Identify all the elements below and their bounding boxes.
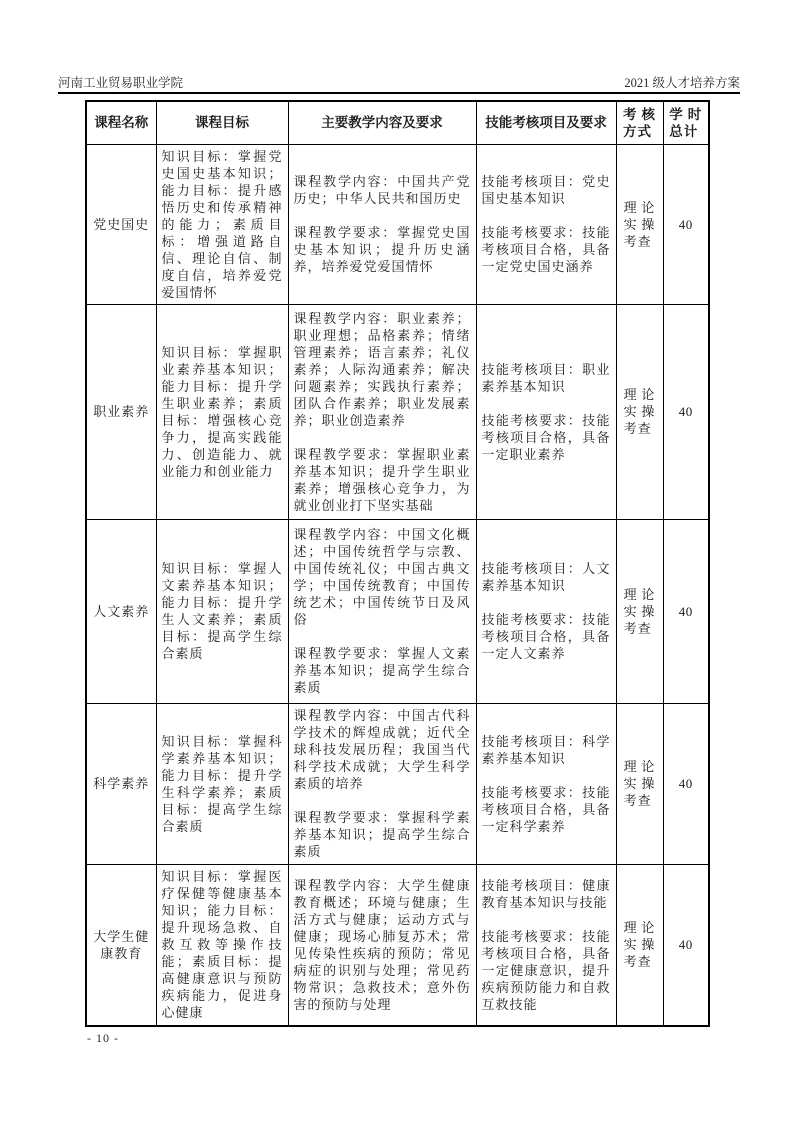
assessment-method-cell (616, 144, 663, 304)
course-objectives-cell (156, 864, 288, 1026)
course-objectives-cell (156, 703, 288, 864)
assessment-method-cell (616, 703, 663, 864)
assessment-method-text: 理论实操考查 (623, 199, 656, 249)
assessment-method-cell (616, 519, 663, 703)
total-hours-cell: 40 (663, 864, 709, 1026)
col-header-hours (663, 101, 709, 144)
assessment-method-cell (616, 304, 663, 519)
assessment-cell (476, 304, 616, 519)
table-row (86, 519, 709, 703)
assessment-paragraph: 技能考核项目：职业素养基本知识 (481, 361, 611, 394)
course-name-cell: 党史国史 (86, 144, 156, 304)
col-header-assessment: 技能考核项目及要求 (476, 101, 616, 144)
objectives-text: 知识目标：掌握科学素养基本知识；能力目标：提升学生科学素养；素质目标：提高学生综合素质 (161, 733, 283, 834)
assessment-cell (476, 519, 616, 703)
col-header-hours-label: 学时总计 (669, 106, 703, 139)
table-row (86, 703, 709, 864)
course-name-cell: 大学生健康教育 (86, 864, 156, 1026)
content-paragraph: 课程教学内容：职业素养；职业理想；品格素养；情绪管理素养；语言素养；礼仪素养；人际沟通素养；解决问题素养；实践执行素养；团队合作素养；职业发展素养；职业创造素养 (293, 310, 471, 428)
col-header-method (616, 101, 663, 144)
curriculum-table (85, 100, 710, 1027)
objectives-text: 知识目标：掌握人文素养基本知识；能力目标：提升学生人文素养；素质目标：提高学生综合素质 (161, 561, 283, 661)
assessment-method-text: 理论实操考查 (623, 920, 656, 970)
content-paragraph: 课程教学内容：大学生健康教育概述；环境与健康；生活方式与健康；运动方式与健康；现场心肺复苏术；常见传染性疾病的预防；常见病症的识别与处理；常见药物常识；急救技术；意外伤害的预防与处理 (293, 877, 471, 1012)
total-hours-cell: 40 (663, 519, 709, 703)
table-row (86, 864, 709, 1026)
assessment-paragraph: 技能考核项目：健康教育基本知识与技能 (481, 877, 611, 910)
course-objectives-cell (156, 519, 288, 703)
assessment-paragraph: 技能考核项目：党史国史基本知识 (481, 174, 611, 206)
col-header-method-label: 考核方式 (622, 106, 657, 139)
objectives-text: 知识目标：掌握党史国史基本知识；能力目标：提升感悟历史和传承精神的能力；素质目标：增强道路自信、理论自信、制度自信，培养爱党爱国情怀 (161, 148, 283, 300)
teaching-content-cell (288, 703, 476, 864)
assessment-paragraph: 技能考核要求：技能考核项目合格，具备一定职业素养 (481, 412, 611, 462)
objectives-text: 知识目标：掌握职业素养基本知识；能力目标：提升学生职业素养；素质目标：增强核心竞争力，提高实践能力、创造能力、就业能力和创业能力 (161, 344, 283, 479)
school-name: 河南工业贸易职业学院 (58, 76, 184, 90)
assessment-method-text: 理论实操考查 (623, 586, 656, 636)
assessment-cell (476, 703, 616, 864)
course-name-cell: 科学素养 (86, 703, 156, 864)
doc-header (58, 75, 740, 91)
assessment-paragraph: 技能考核项目：人文素养基本知识 (481, 561, 611, 593)
table-header-row (86, 101, 709, 144)
teaching-content-cell (288, 519, 476, 703)
program-title: 2021 级人才培养方案 (624, 76, 740, 90)
col-header-course-name: 课程名称 (86, 101, 156, 144)
col-header-objectives: 课程目标 (156, 101, 288, 144)
assessment-paragraph: 技能考核要求：技能考核项目合格，具备一定党史国史涵养 (481, 225, 611, 274)
col-header-teaching-content: 主要教学内容及要求 (288, 101, 476, 144)
assessment-method-text: 理论实操考查 (623, 759, 656, 808)
page-number: - 10 - (87, 1031, 119, 1045)
assessment-paragraph: 技能考核要求：技能考核项目合格，具备一定人文素养 (481, 612, 611, 661)
total-hours-cell: 40 (663, 703, 709, 864)
assessment-paragraph: 技能考核要求：技能考核项目合格，具备一定健康意识，提升疾病预防能力和自救互救技能 (481, 928, 611, 1012)
assessment-cell (476, 144, 616, 304)
teaching-content-cell (288, 864, 476, 1026)
table-row (86, 144, 709, 304)
assessment-method-cell (616, 864, 663, 1026)
total-hours-cell: 40 (663, 304, 709, 519)
teaching-content-cell (288, 304, 476, 519)
content-paragraph: 课程教学要求：掌握职业素养基本知识；提升学生职业素养；增强核心竞争力，为就业创业打下坚实基础 (293, 446, 471, 513)
content-paragraph: 课程教学内容：中国文化概述；中国传统哲学与宗教、中国传统礼仪；中国古典文学；中国传统教育；中国传统艺术；中国传统节日及风俗 (293, 527, 471, 627)
course-objectives-cell (156, 304, 288, 519)
content-paragraph: 课程教学要求：掌握党史国史基本知识；提升历史涵养，培养爱党爱国情怀 (293, 225, 471, 274)
teaching-content-cell (288, 144, 476, 304)
course-objectives-cell (156, 144, 288, 304)
assessment-method-text: 理论实操考查 (623, 387, 656, 436)
course-name-cell: 职业素养 (86, 304, 156, 519)
total-hours-cell: 40 (663, 144, 709, 304)
assessment-paragraph: 技能考核要求：技能考核项目合格，具备一定科学素养 (481, 784, 611, 834)
table-row (86, 304, 709, 519)
content-paragraph: 课程教学要求：掌握科学素养基本知识；提高学生综合素质 (293, 810, 471, 859)
assessment-cell (476, 864, 616, 1026)
content-paragraph: 课程教学内容：中国共产党历史；中华人民共和国历史 (293, 174, 471, 206)
objectives-text: 知识目标：掌握医疗保健等健康基本知识；能力目标：提升现场急救、自救互救等操作技能；素质目标：提高健康意识与预防疾病能力，促进身心健康 (161, 869, 283, 1021)
content-paragraph: 课程教学内容：中国古代科学技术的辉煌成就；近代全球科技发展历程；我国当代科学技术成就；大学生科学素质的培养 (293, 708, 471, 791)
header-rule (58, 92, 740, 94)
course-name-cell: 人文素养 (86, 519, 156, 703)
assessment-paragraph: 技能考核项目：科学素养基本知识 (481, 733, 611, 766)
content-paragraph: 课程教学要求：掌握人文素养基本知识；提高学生综合素质 (293, 646, 471, 695)
